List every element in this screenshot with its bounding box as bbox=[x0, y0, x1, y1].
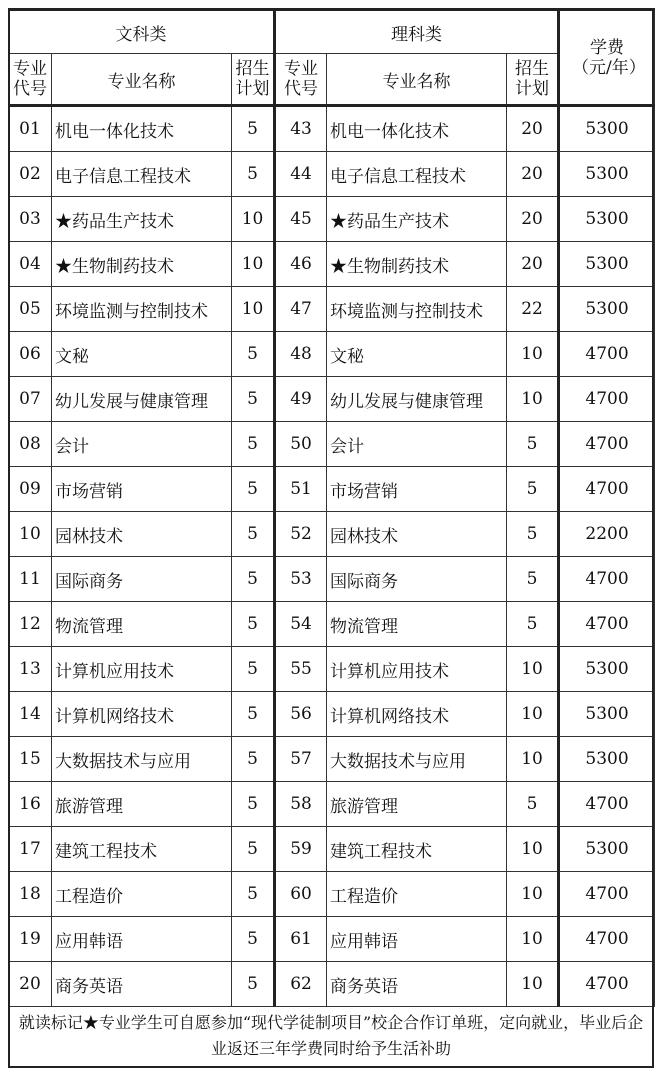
table-row bbox=[9, 692, 655, 737]
science-code-header bbox=[275, 54, 327, 106]
science-quota-cell: 10 bbox=[507, 737, 559, 782]
majors-table bbox=[8, 8, 655, 1007]
table-row bbox=[9, 422, 655, 467]
science-group-header: 理科类 bbox=[275, 10, 559, 54]
science-quota-cell: 5 bbox=[507, 467, 559, 512]
table-row bbox=[9, 737, 655, 782]
header-row-groups bbox=[9, 10, 655, 54]
table-row bbox=[9, 287, 655, 332]
science-code-cell: 44 bbox=[275, 152, 327, 197]
arts-name-cell: 计算机应用技术 bbox=[52, 647, 232, 692]
fee-cell: 4700 bbox=[559, 872, 655, 917]
science-code-header-label: 专业代号 bbox=[284, 59, 319, 99]
fee-cell: 4700 bbox=[559, 917, 655, 962]
arts-quota-cell: 5 bbox=[232, 152, 275, 197]
arts-code-cell: 18 bbox=[9, 872, 52, 917]
fee-header bbox=[559, 10, 655, 106]
table-row bbox=[9, 512, 655, 557]
table-row bbox=[9, 332, 655, 377]
arts-code-cell: 14 bbox=[9, 692, 52, 737]
arts-quota-cell: 5 bbox=[232, 422, 275, 467]
science-quota-cell: 5 bbox=[507, 782, 559, 827]
arts-code-cell: 17 bbox=[9, 827, 52, 872]
science-quota-cell: 20 bbox=[507, 242, 559, 287]
table-row bbox=[9, 782, 655, 827]
arts-quota-cell: 5 bbox=[232, 467, 275, 512]
science-code-cell: 51 bbox=[275, 467, 327, 512]
science-code-cell: 43 bbox=[275, 106, 327, 152]
table-row bbox=[9, 242, 655, 287]
science-name-cell: 应用韩语 bbox=[327, 917, 507, 962]
arts-quota-cell: 5 bbox=[232, 602, 275, 647]
science-name-cell: 工程造价 bbox=[327, 872, 507, 917]
table-row bbox=[9, 827, 655, 872]
fee-cell: 4700 bbox=[559, 377, 655, 422]
science-code-cell: 60 bbox=[275, 872, 327, 917]
arts-name-cell: 应用韩语 bbox=[52, 917, 232, 962]
arts-code-cell: 06 bbox=[9, 332, 52, 377]
arts-name-cell: 会计 bbox=[52, 422, 232, 467]
arts-quota-header-label: 招生计划 bbox=[235, 59, 270, 99]
arts-quota-cell: 5 bbox=[232, 512, 275, 557]
science-name-cell: 会计 bbox=[327, 422, 507, 467]
arts-quota-cell: 5 bbox=[232, 782, 275, 827]
arts-name-cell: 国际商务 bbox=[52, 557, 232, 602]
arts-quota-cell: 10 bbox=[232, 287, 275, 332]
table-row bbox=[9, 917, 655, 962]
science-quota-header-label: 招生计划 bbox=[515, 59, 550, 99]
arts-name-cell: 文秘 bbox=[52, 332, 232, 377]
science-name-cell: 建筑工程技术 bbox=[327, 827, 507, 872]
arts-name-cell: 园林技术 bbox=[52, 512, 232, 557]
science-name-cell: 国际商务 bbox=[327, 557, 507, 602]
fee-cell: 5300 bbox=[559, 287, 655, 332]
science-code-cell: 52 bbox=[275, 512, 327, 557]
science-quota-cell: 10 bbox=[507, 827, 559, 872]
arts-code-cell: 03 bbox=[9, 197, 52, 242]
arts-name-cell: 商务英语 bbox=[52, 962, 232, 1007]
fee-cell: 4700 bbox=[559, 422, 655, 467]
science-code-cell: 45 bbox=[275, 197, 327, 242]
arts-quota-cell: 5 bbox=[232, 737, 275, 782]
fee-cell: 5300 bbox=[559, 106, 655, 152]
science-quota-header bbox=[507, 54, 559, 106]
arts-code-header-label: 专业代号 bbox=[13, 59, 47, 99]
arts-name-cell: 市场营销 bbox=[52, 467, 232, 512]
arts-name-cell: 工程造价 bbox=[52, 872, 232, 917]
arts-quota-cell: 10 bbox=[232, 197, 275, 242]
arts-name-cell: 物流管理 bbox=[52, 602, 232, 647]
fee-cell: 4700 bbox=[559, 557, 655, 602]
science-quota-cell: 5 bbox=[507, 422, 559, 467]
arts-group-header: 文科类 bbox=[9, 10, 275, 54]
arts-code-cell: 08 bbox=[9, 422, 52, 467]
arts-quota-cell: 5 bbox=[232, 872, 275, 917]
arts-quota-cell: 5 bbox=[232, 647, 275, 692]
arts-code-cell: 15 bbox=[9, 737, 52, 782]
science-code-cell: 48 bbox=[275, 332, 327, 377]
science-quota-cell: 10 bbox=[507, 377, 559, 422]
science-name-cell: 旅游管理 bbox=[327, 782, 507, 827]
science-name-cell: 市场营销 bbox=[327, 467, 507, 512]
science-quota-cell: 20 bbox=[507, 197, 559, 242]
table-row bbox=[9, 106, 655, 152]
arts-code-cell: 05 bbox=[9, 287, 52, 332]
arts-name-cell: 建筑工程技术 bbox=[52, 827, 232, 872]
science-code-cell: 50 bbox=[275, 422, 327, 467]
arts-quota-cell: 5 bbox=[232, 827, 275, 872]
science-name-cell: 文秘 bbox=[327, 332, 507, 377]
science-quota-cell: 10 bbox=[507, 872, 559, 917]
fee-cell: 5300 bbox=[559, 737, 655, 782]
science-name-cell: 电子信息工程技术 bbox=[327, 152, 507, 197]
arts-code-cell: 11 bbox=[9, 557, 52, 602]
arts-code-cell: 12 bbox=[9, 602, 52, 647]
fee-cell: 5300 bbox=[559, 827, 655, 872]
arts-name-cell: 环境监测与控制技术 bbox=[52, 287, 232, 332]
science-code-cell: 55 bbox=[275, 647, 327, 692]
arts-code-cell: 20 bbox=[9, 962, 52, 1007]
arts-code-cell: 19 bbox=[9, 917, 52, 962]
arts-quota-cell: 5 bbox=[232, 332, 275, 377]
arts-code-cell: 07 bbox=[9, 377, 52, 422]
science-code-cell: 49 bbox=[275, 377, 327, 422]
science-code-cell: 56 bbox=[275, 692, 327, 737]
table-row bbox=[9, 962, 655, 1007]
science-name-cell: 计算机应用技术 bbox=[327, 647, 507, 692]
science-name-cell: 幼儿发展与健康管理 bbox=[327, 377, 507, 422]
science-name-cell: 环境监测与控制技术 bbox=[327, 287, 507, 332]
arts-quota-cell: 5 bbox=[232, 692, 275, 737]
science-quota-cell: 5 bbox=[507, 602, 559, 647]
arts-name-cell: 旅游管理 bbox=[52, 782, 232, 827]
arts-quota-header bbox=[232, 54, 275, 106]
fee-header-label: 学费（元/年） bbox=[572, 37, 646, 78]
arts-name-cell: 计算机网络技术 bbox=[52, 692, 232, 737]
science-quota-cell: 20 bbox=[507, 152, 559, 197]
arts-code-cell: 16 bbox=[9, 782, 52, 827]
arts-name-cell: 机电一体化技术 bbox=[52, 106, 232, 152]
science-code-cell: 46 bbox=[275, 242, 327, 287]
science-name-cell: 计算机网络技术 bbox=[327, 692, 507, 737]
science-code-cell: 62 bbox=[275, 962, 327, 1007]
fee-cell: 4700 bbox=[559, 602, 655, 647]
fee-cell: 5300 bbox=[559, 692, 655, 737]
table-row bbox=[9, 647, 655, 692]
table-row bbox=[9, 152, 655, 197]
science-code-cell: 54 bbox=[275, 602, 327, 647]
science-name-cell: 物流管理 bbox=[327, 602, 507, 647]
arts-code-cell: 13 bbox=[9, 647, 52, 692]
science-code-cell: 57 bbox=[275, 737, 327, 782]
table-row bbox=[9, 377, 655, 422]
arts-quota-cell: 5 bbox=[232, 377, 275, 422]
arts-name-cell: ★生物制药技术 bbox=[52, 242, 232, 287]
arts-name-header: 专业名称 bbox=[52, 54, 232, 106]
arts-code-cell: 09 bbox=[9, 467, 52, 512]
science-quota-cell: 10 bbox=[507, 332, 559, 377]
science-name-cell: 机电一体化技术 bbox=[327, 106, 507, 152]
fee-cell: 2200 bbox=[559, 512, 655, 557]
arts-code-cell: 01 bbox=[9, 106, 52, 152]
science-name-cell: 商务英语 bbox=[327, 962, 507, 1007]
arts-code-cell: 10 bbox=[9, 512, 52, 557]
science-quota-cell: 5 bbox=[507, 557, 559, 602]
science-name-cell: 大数据技术与应用 bbox=[327, 737, 507, 782]
arts-name-cell: 电子信息工程技术 bbox=[52, 152, 232, 197]
science-quota-cell: 10 bbox=[507, 692, 559, 737]
table-body bbox=[9, 106, 655, 1007]
science-quota-cell: 10 bbox=[507, 647, 559, 692]
fee-cell: 4700 bbox=[559, 332, 655, 377]
science-quota-cell: 10 bbox=[507, 917, 559, 962]
science-quota-cell: 20 bbox=[507, 106, 559, 152]
arts-quota-cell: 5 bbox=[232, 557, 275, 602]
science-code-cell: 59 bbox=[275, 827, 327, 872]
science-name-cell: 园林技术 bbox=[327, 512, 507, 557]
table-row bbox=[9, 872, 655, 917]
table-row bbox=[9, 557, 655, 602]
science-code-cell: 61 bbox=[275, 917, 327, 962]
table-row bbox=[9, 467, 655, 512]
science-name-cell: ★生物制药技术 bbox=[327, 242, 507, 287]
science-code-cell: 47 bbox=[275, 287, 327, 332]
header-row-columns bbox=[9, 54, 655, 106]
arts-code-header bbox=[9, 54, 52, 106]
arts-name-cell: ★药品生产技术 bbox=[52, 197, 232, 242]
fee-cell: 4700 bbox=[559, 467, 655, 512]
arts-quota-cell: 5 bbox=[232, 917, 275, 962]
science-quota-cell: 22 bbox=[507, 287, 559, 332]
footnote: 就读标记★专业学生可自愿参加“现代学徒制项目”校企合作订单班，定向就业，毕业后企业返还三年学费同时给予生活补助 bbox=[8, 1004, 654, 1068]
fee-cell: 5300 bbox=[559, 242, 655, 287]
arts-quota-cell: 5 bbox=[232, 962, 275, 1007]
arts-name-cell: 大数据技术与应用 bbox=[52, 737, 232, 782]
arts-name-cell: 幼儿发展与健康管理 bbox=[52, 377, 232, 422]
arts-quota-cell: 5 bbox=[232, 106, 275, 152]
table-row bbox=[9, 197, 655, 242]
fee-cell: 4700 bbox=[559, 782, 655, 827]
fee-cell: 5300 bbox=[559, 152, 655, 197]
science-quota-cell: 5 bbox=[507, 512, 559, 557]
science-code-cell: 53 bbox=[275, 557, 327, 602]
science-code-cell: 58 bbox=[275, 782, 327, 827]
arts-code-cell: 04 bbox=[9, 242, 52, 287]
science-name-cell: ★药品生产技术 bbox=[327, 197, 507, 242]
arts-quota-cell: 10 bbox=[232, 242, 275, 287]
fee-cell: 4700 bbox=[559, 962, 655, 1007]
science-quota-cell: 10 bbox=[507, 962, 559, 1007]
fee-cell: 5300 bbox=[559, 647, 655, 692]
fee-cell: 5300 bbox=[559, 197, 655, 242]
arts-code-cell: 02 bbox=[9, 152, 52, 197]
table-row bbox=[9, 602, 655, 647]
science-name-header: 专业名称 bbox=[327, 54, 507, 106]
